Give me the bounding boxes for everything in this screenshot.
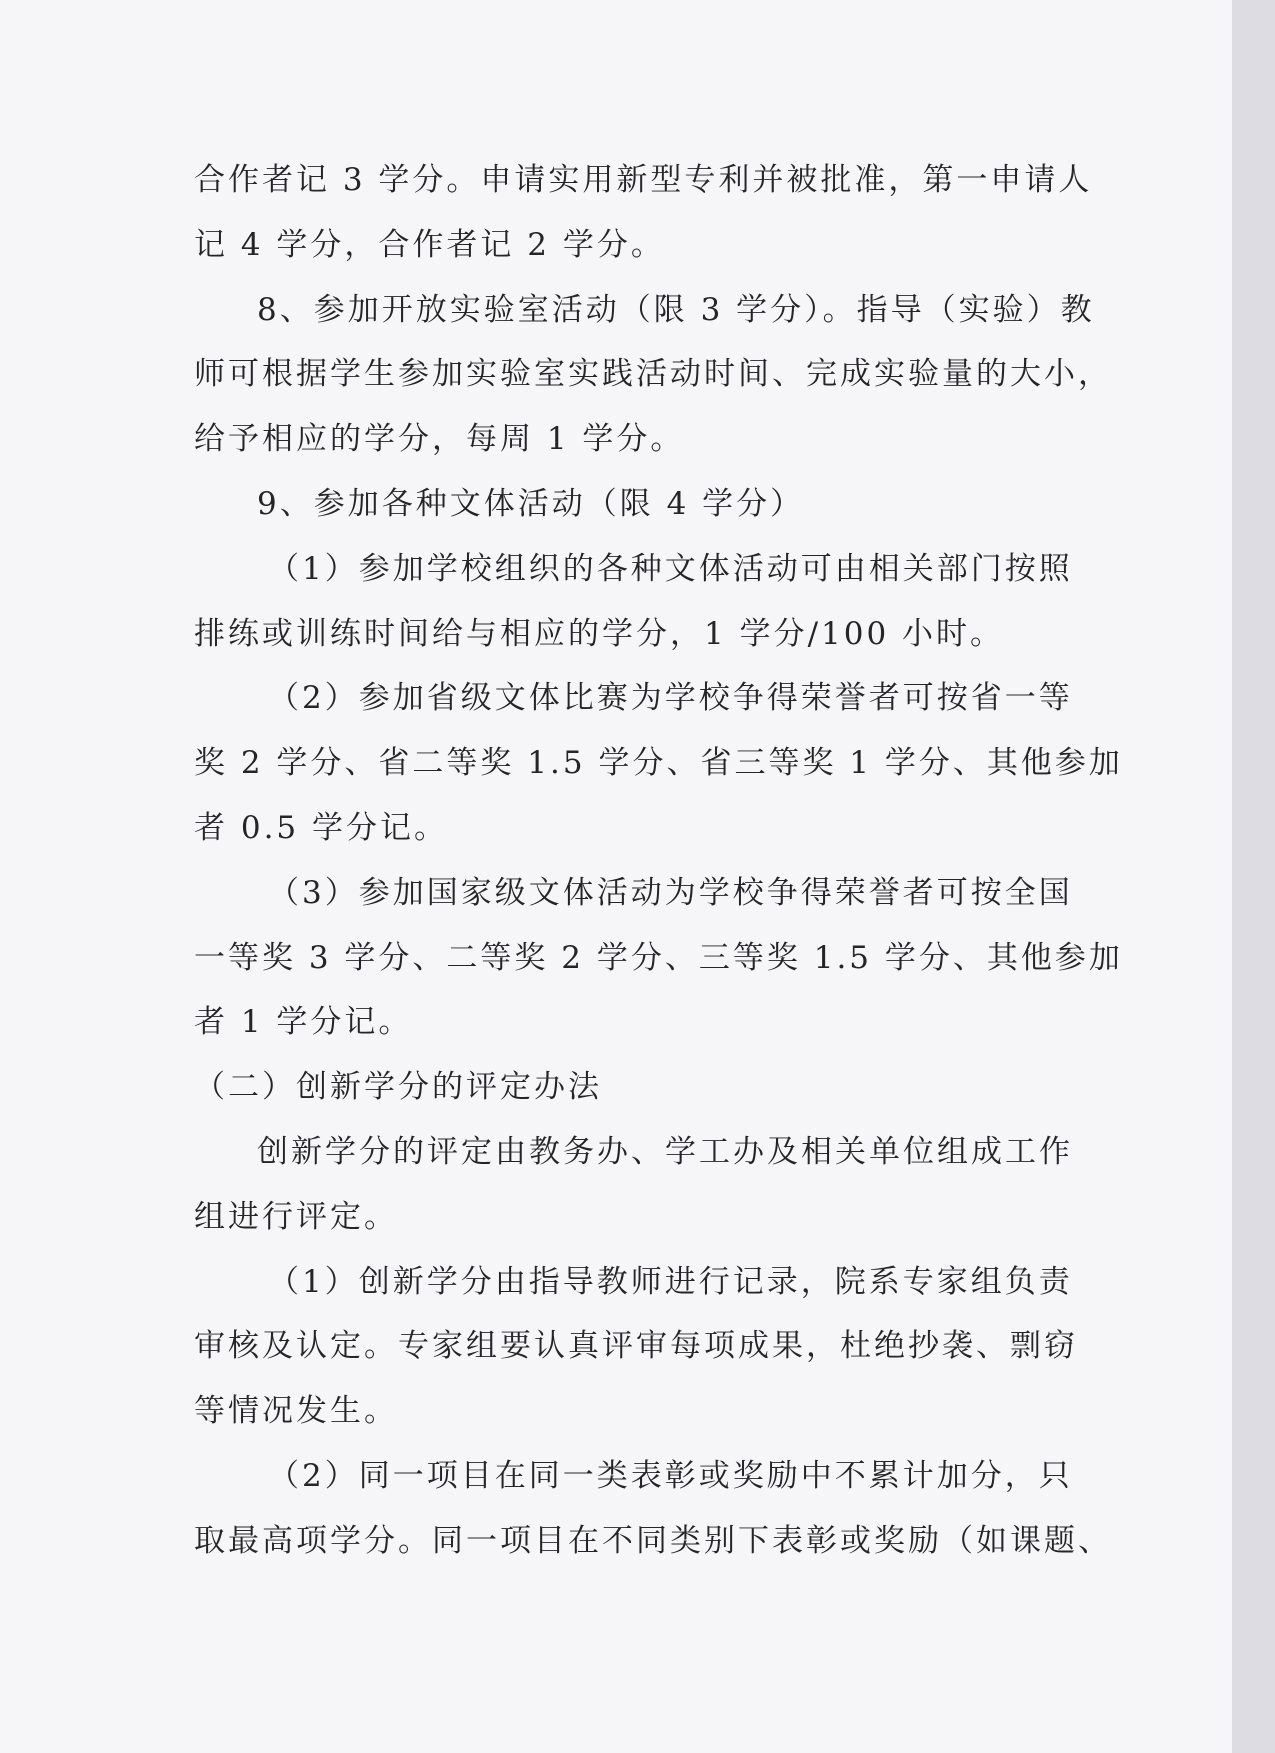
text-line: 创新学分的评定由教务办、学工办及相关单位组成工作 <box>257 1133 1073 1170</box>
document-body <box>194 148 1123 1574</box>
text-line: 等情况发生。 <box>194 1393 398 1430</box>
text-line: 审核及认定。专家组要认真评审每项成果，杜绝抄袭、剽窃 <box>194 1328 1078 1365</box>
text-line: 排练或训练时间给与相应的学分，1 学分/100 小时。 <box>194 615 1005 652</box>
text-line: （2）参加省级文体比赛为学校争得荣誉者可按省一等 <box>268 680 1073 717</box>
scan-edge <box>1232 0 1275 1753</box>
text-line: 8、参加开放实验室活动（限 3 学分）。指导（实验）教 <box>257 291 1095 328</box>
text-line: 取最高项学分。同一项目在不同类别下表彰或奖励（如课题、 <box>194 1522 1112 1559</box>
text-line: （1）参加学校组织的各种文体活动可由相关部门按照 <box>268 550 1073 587</box>
text-line: 组进行评定。 <box>194 1198 398 1235</box>
text-line: 一等奖 3 学分、二等奖 2 学分、三等奖 1.5 学分、其他参加 <box>194 939 1123 976</box>
text-line: 9、参加各种文体活动（限 4 学分） <box>257 485 805 522</box>
text-line: （2）同一项目在同一类表彰或奖励中不累计加分，只 <box>268 1457 1073 1494</box>
text-line: 师可根据学生参加实验室实践活动时间、完成实验量的大小， <box>194 356 1112 393</box>
text-line: 者 0.5 学分记。 <box>194 809 449 846</box>
text-line: 者 1 学分记。 <box>194 1004 413 1041</box>
text-line: 奖 2 学分、省二等奖 1.5 学分、省三等奖 1 学分、其他参加 <box>194 745 1123 782</box>
text-line: 合作者记 3 学分。申请实用新型专利并被批准，第一申请人 <box>194 162 1093 198</box>
text-line: （3）参加国家级文体活动为学校争得荣誉者可按全国 <box>268 874 1073 911</box>
text-line: （1）创新学分由指导教师进行记录，院系专家组负责 <box>268 1263 1073 1300</box>
text-line: 给予相应的学分，每周 1 学分。 <box>194 421 685 458</box>
section-heading: （二）创新学分的评定办法 <box>194 1069 602 1106</box>
text-line: 记 4 学分，合作者记 2 学分。 <box>194 226 665 263</box>
